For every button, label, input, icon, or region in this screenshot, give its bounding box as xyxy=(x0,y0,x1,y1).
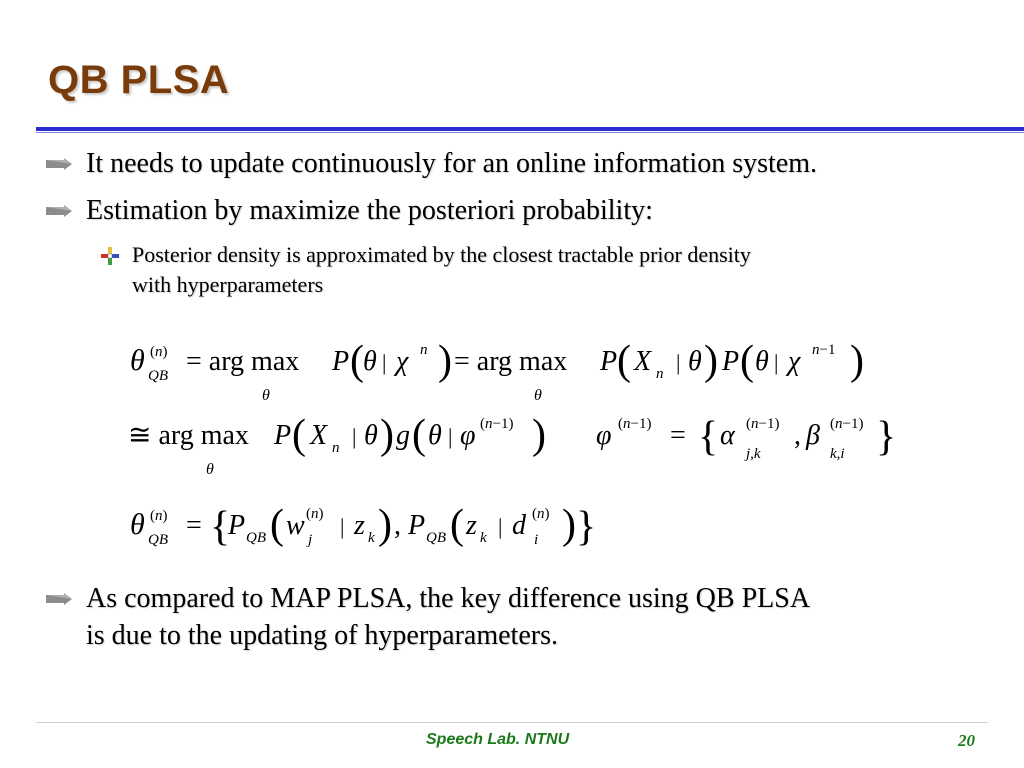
equation-1 xyxy=(130,338,864,404)
equation-block xyxy=(110,320,910,560)
bullet-3-line-1: As compared to MAP PLSA, the key difference using QB PLSA xyxy=(86,583,811,614)
svg-text:QB: QB xyxy=(246,530,266,546)
svg-text:θ: θ xyxy=(755,346,769,377)
svg-text:P: P xyxy=(408,510,426,541)
svg-text:j: j xyxy=(308,532,313,548)
sub-bullet-line-2: with hyperparameters xyxy=(132,272,324,297)
sub-bullet-line-1: Posterior density is approximated by the closest tractable prior density xyxy=(132,242,751,267)
svg-text:≅ arg max: ≅ arg max xyxy=(128,420,249,451)
svg-text:(: ( xyxy=(270,502,284,548)
equation-3 xyxy=(596,414,896,462)
svg-text:χ: χ xyxy=(788,346,801,377)
svg-text:(n−1): (n−1) xyxy=(746,416,780,432)
svg-text:X: X xyxy=(634,346,652,377)
svg-text:w: w xyxy=(286,510,305,541)
svg-text:|: | xyxy=(448,424,453,449)
bullet-arrow-icon xyxy=(46,158,72,170)
svg-text:d: d xyxy=(512,510,526,541)
svg-text:β: β xyxy=(806,420,820,451)
svg-text:P: P xyxy=(228,510,246,541)
svg-text:(n−1): (n−1) xyxy=(830,416,864,432)
svg-text:g: g xyxy=(396,420,410,451)
svg-text:= arg max: = arg max xyxy=(454,346,568,377)
svg-text:(: ( xyxy=(740,338,754,384)
svg-text:P: P xyxy=(274,420,292,451)
svg-text:n: n xyxy=(420,342,428,358)
svg-text:θ: θ xyxy=(428,420,442,451)
svg-text:,: , xyxy=(794,420,801,451)
svg-text:χ: χ xyxy=(396,346,409,377)
footer-divider xyxy=(36,722,988,723)
bullet-1-text: It needs to update continuously for an online information system. xyxy=(86,148,817,179)
svg-text:|: | xyxy=(352,424,357,449)
svg-text:θ: θ xyxy=(688,346,702,377)
svg-text:i: i xyxy=(534,532,539,548)
svg-text:(: ( xyxy=(617,338,631,384)
svg-text:|: | xyxy=(774,350,779,375)
svg-text:α: α xyxy=(720,420,735,451)
svg-text:QB: QB xyxy=(148,368,168,384)
svg-text:P: P xyxy=(600,346,618,377)
slide-number: 20 xyxy=(958,731,975,750)
svg-text:(n): (n) xyxy=(150,508,168,524)
equation-4 xyxy=(130,502,596,550)
footer-lab-name: Speech Lab. NTNU xyxy=(426,731,570,748)
svg-text:{: { xyxy=(698,414,719,460)
svg-text:}: } xyxy=(876,414,897,460)
svg-text:=: = xyxy=(670,420,686,451)
svg-text:P: P xyxy=(722,346,740,377)
svg-text:(: ( xyxy=(292,412,306,458)
svg-text:(n−1): (n−1) xyxy=(618,416,652,432)
svg-text:(n−1): (n−1) xyxy=(480,416,514,432)
svg-text:QB: QB xyxy=(426,530,446,546)
svg-text:n: n xyxy=(656,366,664,382)
svg-text:(n): (n) xyxy=(150,344,168,360)
svg-text:{: { xyxy=(210,504,231,550)
sub-bullet-icon xyxy=(100,246,120,266)
svg-text:): ) xyxy=(380,412,394,458)
svg-text:k,i: k,i xyxy=(830,446,845,462)
svg-text:X: X xyxy=(310,420,328,451)
svg-text:): ) xyxy=(850,338,864,384)
svg-text:(n): (n) xyxy=(532,506,550,522)
bullet-2-text: Estimation by maximize the posteriori probability: xyxy=(86,195,653,226)
svg-text:θ: θ xyxy=(534,387,542,404)
svg-text:|: | xyxy=(340,514,345,539)
svg-text:j,k: j,k xyxy=(746,446,761,462)
svg-text:): ) xyxy=(704,338,718,384)
svg-text:θ: θ xyxy=(262,387,270,404)
svg-text:P: P xyxy=(332,346,350,377)
svg-text:|: | xyxy=(498,514,503,539)
svg-text:θ: θ xyxy=(364,420,378,451)
svg-text:|: | xyxy=(382,350,387,375)
svg-text:θ: θ xyxy=(130,344,145,377)
svg-text:n−1: n−1 xyxy=(812,342,836,358)
title-underline-thin xyxy=(36,132,1024,133)
bullet-arrow-icon xyxy=(46,593,72,605)
svg-text:z: z xyxy=(354,510,365,541)
svg-text:}: } xyxy=(576,504,597,550)
svg-text:n: n xyxy=(332,440,340,456)
svg-text:(: ( xyxy=(350,338,364,384)
title-underline xyxy=(36,127,1024,131)
svg-text:|: | xyxy=(676,350,681,375)
svg-text:θ: θ xyxy=(130,508,145,541)
svg-text:=: = xyxy=(186,510,202,541)
bullet-3-line-2: is due to the updating of hyperparameters. xyxy=(86,620,558,651)
svg-text:= arg max: = arg max xyxy=(186,346,300,377)
svg-text:z: z xyxy=(466,510,477,541)
equation-2 xyxy=(128,412,546,478)
svg-text:QB: QB xyxy=(148,532,168,548)
svg-text:): ) xyxy=(378,502,392,548)
svg-text:k: k xyxy=(368,530,375,546)
svg-text:(n): (n) xyxy=(306,506,324,522)
bullet-arrow-icon xyxy=(46,205,72,217)
svg-text:(: ( xyxy=(450,502,464,548)
svg-text:): ) xyxy=(562,502,576,548)
svg-text:φ: φ xyxy=(596,420,612,451)
svg-text:): ) xyxy=(438,338,452,384)
svg-text:θ: θ xyxy=(363,346,377,377)
slide-title: QB PLSA xyxy=(48,58,230,102)
svg-text:k: k xyxy=(480,530,487,546)
svg-text:): ) xyxy=(532,412,546,458)
svg-text:,: , xyxy=(394,510,401,541)
svg-text:φ: φ xyxy=(460,420,476,451)
svg-text:(: ( xyxy=(412,412,426,458)
svg-text:θ: θ xyxy=(206,461,214,478)
